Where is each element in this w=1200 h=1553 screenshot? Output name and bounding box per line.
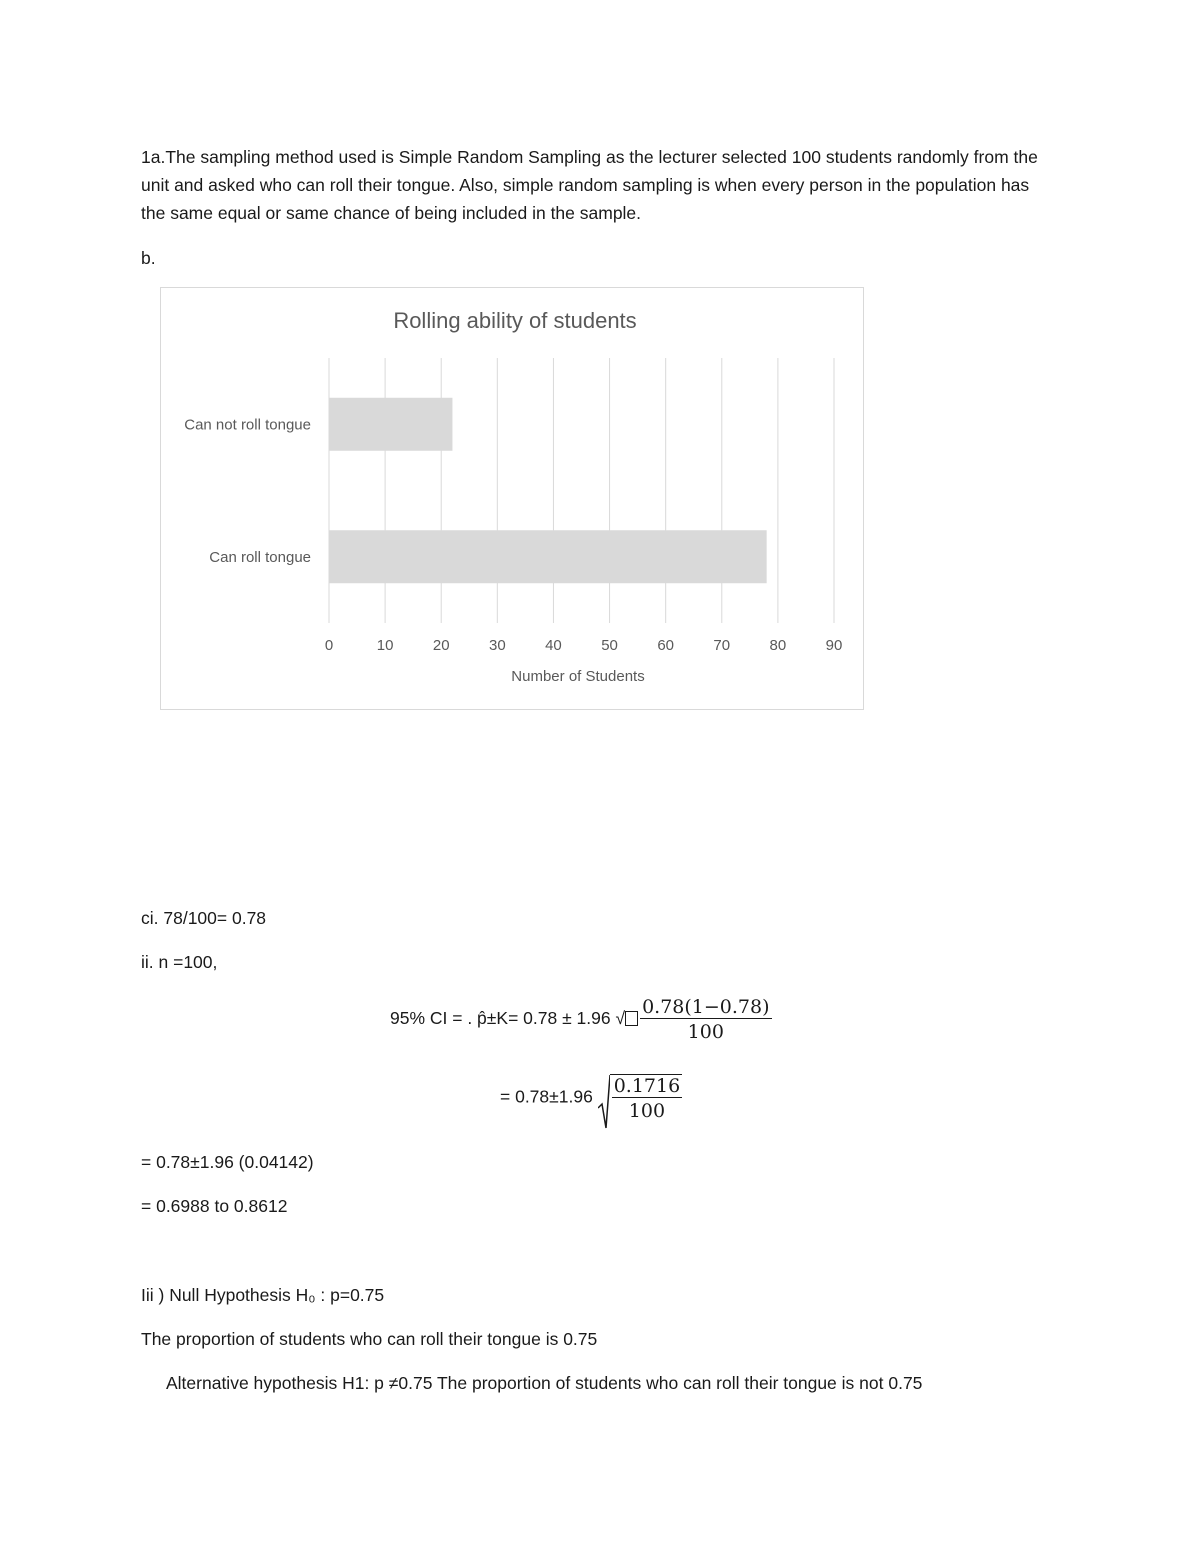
part-b-label: b. (141, 248, 156, 268)
fraction-2-denominator: 100 (628, 1100, 666, 1122)
x-tick-label: 80 (769, 637, 787, 654)
null-hypothesis: Iii ) Null Hypothesis H₀ : p=0.75 (141, 1285, 385, 1305)
bar-can-not-roll-tongue (329, 398, 452, 451)
ci-formula (390, 996, 772, 1043)
answer-1a-paragraph: 1a.The sampling method used is Simple Random Sampling as the lecturer selected 100 students randomly from the unit and asked who can roll their tongue. Also, simple random sampling is when every person in the population has the same equal or same chance of being included in the sample. (141, 147, 1038, 223)
x-tick-label: 0 (324, 637, 334, 654)
ci-line-ii: ii. n =100, (141, 952, 218, 972)
radical-sign-icon (598, 1074, 610, 1122)
ci-line-i: ci. 78/100= 0.78 (141, 908, 267, 928)
ci-fraction-1 (640, 996, 771, 1043)
x-tick-label: 50 (601, 637, 618, 654)
ci-result: = 0.6988 to 0.8612 (141, 1196, 288, 1216)
x-axis-label: Number of Students (511, 668, 645, 685)
x-tick-label: 20 (432, 637, 450, 654)
chart-title: Rolling ability of students (393, 308, 637, 333)
radicand (610, 1074, 682, 1122)
alternative-hypothesis: Alternative hypothesis H1: p ≠0.75 The proportion of students who can roll their tongue is not 0.75 (166, 1373, 923, 1393)
category-label: Can not roll tongue (184, 416, 311, 434)
ci-formula-prefix: 95% CI = . p̂±K= 0.78 ± 1.96 √ (390, 1008, 626, 1029)
ci-equation-2 (500, 1074, 682, 1122)
x-tick-label: 60 (657, 637, 675, 654)
fraction-1-numerator: 0.78(1−0.78) (642, 996, 770, 1018)
square-root (598, 1074, 682, 1122)
bar-can-roll-tongue (329, 530, 767, 583)
placeholder-box-icon (625, 1011, 638, 1026)
fraction-1-denominator: 100 (687, 1021, 724, 1043)
bar-chart (160, 287, 864, 710)
x-tick-label: 90 (825, 637, 843, 654)
ci-equation-3: = 0.78±1.96 (0.04142) (141, 1152, 314, 1172)
ci-fraction-2 (612, 1075, 682, 1122)
x-tick-label: 70 (713, 637, 731, 654)
equation-2-prefix: = 0.78±1.96 (500, 1086, 593, 1107)
x-tick-label: 10 (376, 637, 394, 654)
x-tick-label: 30 (488, 637, 506, 654)
x-tick-label: 40 (545, 637, 562, 654)
null-hypothesis-description: The proportion of students who can roll their tongue is 0.75 (141, 1329, 598, 1349)
category-label: Can roll tongue (209, 548, 311, 566)
fraction-2-numerator: 0.1716 (613, 1075, 681, 1097)
chart-svg (161, 288, 865, 711)
